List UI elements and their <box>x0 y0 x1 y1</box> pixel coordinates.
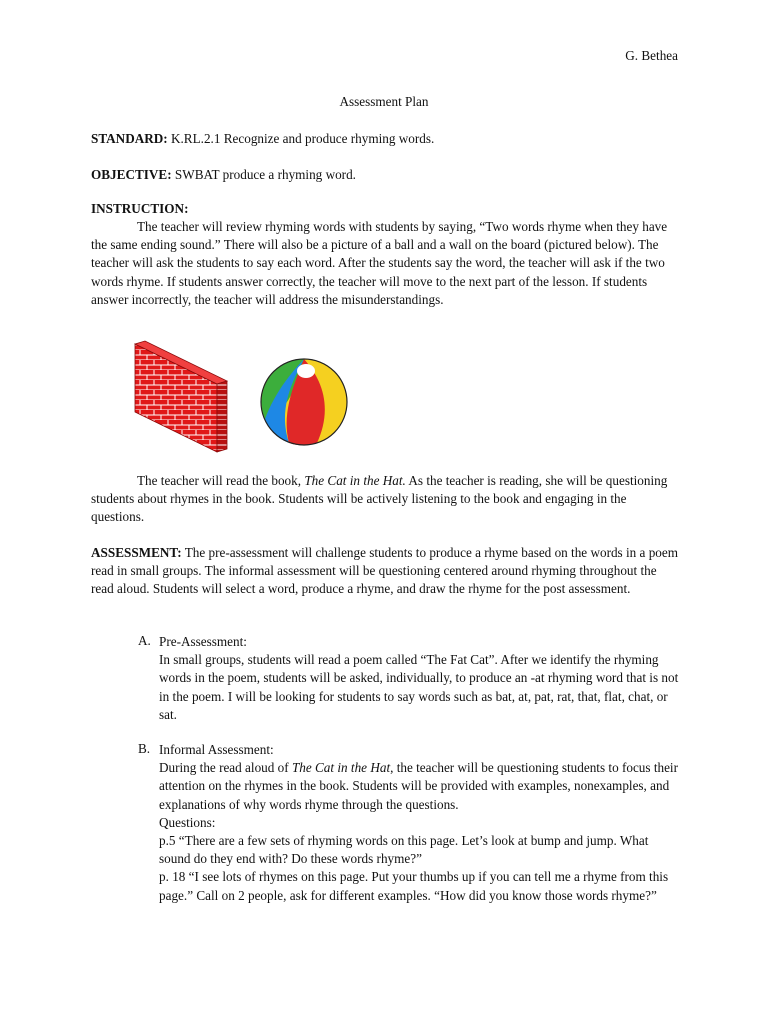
beach-ball-image <box>259 357 349 447</box>
questions-label: Questions: <box>159 814 216 830</box>
pre-assessment-text: In small groups, students will read a poem called “The Fat Cat”. After we identify the rhyming words in the poem, students will be asked, individually, to produce an -at rhyming word that is not in the poem. I will be looking for students to say words such as bat, at, pat, rat, that, flat, chat, or sat. <box>159 652 679 722</box>
objective-line <box>91 166 681 184</box>
standard-text: K.RL.2.1 Recognize and produce rhyming words. <box>167 131 435 146</box>
list-item-informal-assessment <box>159 741 681 905</box>
list-item-pre-assessment <box>159 633 681 724</box>
informal-text-start: During the read aloud of <box>159 760 292 776</box>
pre-assessment-heading: Pre-Assessment: <box>159 634 247 649</box>
reading-text-end: As the teacher is reading, she will be questioning students about rhymes in the book. Students will be actively listening to the book and engaging in the questions. <box>91 473 668 525</box>
standard-line <box>91 130 681 148</box>
informal-text-end: , the teacher will be questioning students to focus their attention on the rhymes in the book. Students will be provided with examples, nonexamples, and explanations of why words rhyme through the questions. <box>159 760 678 812</box>
standard-label: STANDARD: <box>91 131 168 146</box>
informal-assessment-text <box>159 759 681 814</box>
assessment-label: ASSESSMENT: <box>91 545 182 560</box>
instruction-label <box>91 200 681 218</box>
informal-book-title: The Cat in the Hat <box>291 760 391 776</box>
author-name: G. Bethea <box>625 48 678 63</box>
objective-text: SWBAT produce a rhyming word. <box>171 167 356 182</box>
assessment-paragraph <box>91 544 681 599</box>
informal-assessment-heading: Informal Assessment: <box>159 742 274 757</box>
reading-paragraph <box>91 472 681 527</box>
list-letter-a: A. <box>138 633 151 648</box>
question-two: p. 18 “I see lots of rhymes on this page. Put your thumbs up if you can tell me a rhyme from this page.” Call on 2 people, ask for different examples. “How did you know those words rhyme?” <box>159 869 669 903</box>
assessment-text: The pre-assessment will challenge students to produce a rhyme based on the words in a poem read in small groups. The informal assessment will be questioning centered around rhyming throughout the read aloud. Students will select a word, produce a rhyme, and draw the rhyme for the post assessment. <box>91 545 678 597</box>
instruction-paragraph: The teacher will review rhyming words with students by saying, “Two words rhyme when they have the same ending sound.” There will also be a picture of a ball and a wall on the board (pictured below). The teacher will ask the students to say each word. After the students say the word, the teacher will ask if the two words rhyme. If students answer correctly, the teacher will move to the next part of the lesson. If students answer incorrectly, the teacher will address the misunderstandings. <box>91 219 668 307</box>
question-one: p.5 “There are a few sets of rhyming words on this page. Let’s look at bump and jump. What sound do they end with? Do these words rhyme?” <box>159 833 649 867</box>
instruction-heading: INSTRUCTION: <box>91 201 189 216</box>
objective-label: OBJECTIVE: <box>91 167 172 182</box>
brick-wall-image <box>133 340 233 455</box>
document-title: Assessment Plan <box>339 94 429 109</box>
list-letter-b: B. <box>138 741 151 756</box>
reading-text-start: The teacher will read the book, <box>137 473 305 488</box>
book-title: The Cat in the Hat. <box>304 473 406 488</box>
